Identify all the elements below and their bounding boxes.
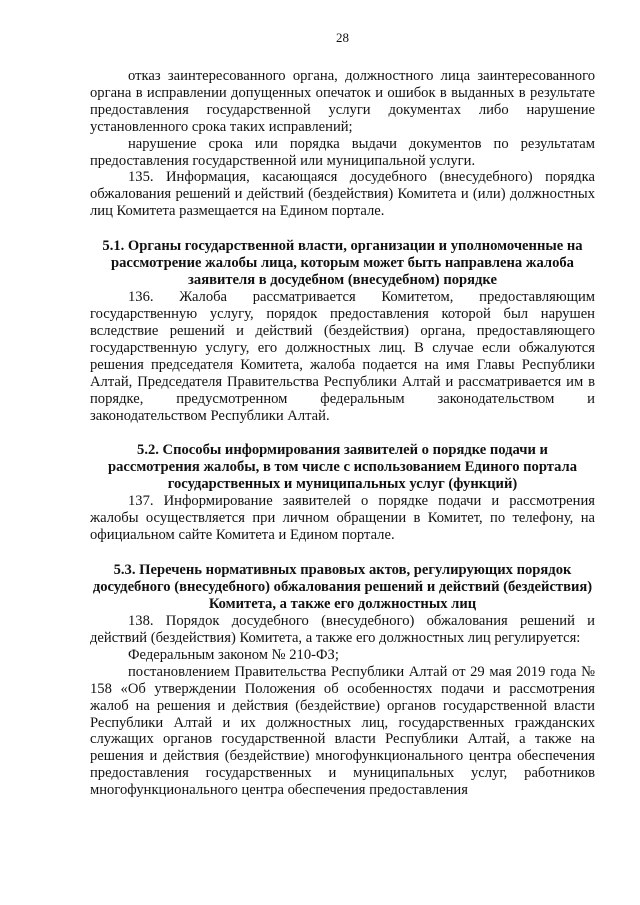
paragraph-138: 138. Порядок досудебного (внесудебного) обжалования решений и действий (бездействия) Комитета, а также его должностных лиц регулируется: bbox=[90, 613, 595, 647]
paragraph-refusal: отказ заинтересованного органа, должностного лица заинтересованного органа в исправлении допущенных опечаток и ошибок в выданных в результате предоставления государственной услуги документах либо нарушение установленного срока таких исправлений; bbox=[90, 68, 595, 135]
paragraph-resolution-158: постановлением Правительства Республики Алтай от 29 мая 2019 года № 158 «Об утверждении Положения об особенностях подачи и рассмотрения жалоб на решения и действия (бездействие) органов государственной власти Республики Алтай и их должностных лиц, государственных гражданских служащих органов государственной власти Республики Алтай, а также на решения и действия (бездействие) многофункционального центра обеспечения предоставления государственных и муниципальных услуг, работников многофункционального центра обеспечения предоставления bbox=[90, 663, 595, 799]
paragraph-federal-law: Федеральным законом № 210-ФЗ; bbox=[128, 646, 339, 663]
paragraph-135: 135. Информация, касающаяся досудебного (внесудебного) порядка обжалования решений и действий (бездействия) Комитета и (или) должностных лиц Комитета размещается на Едином портале. bbox=[90, 169, 595, 220]
document-page bbox=[90, 30, 595, 799]
section-heading-5-2: 5.2. Способы информирования заявителей о порядке подачи и рассмотрения жалобы, в том числе с использованием Единого портала государственных и муниципальных услуг (функций) bbox=[107, 442, 578, 493]
paragraph-137: 137. Информирование заявителей о порядке подачи и рассмотрения жалобы осуществляется при личном обращении в Комитет, по телефону, на официальном сайте Комитета и Едином портале. bbox=[90, 493, 595, 544]
section-heading-5-3: 5.3. Перечень нормативных правовых актов, регулирующих порядок досудебного (внесудебного) обжалования решений и действий (бездействия) Комитета, а также его должностных лиц bbox=[92, 562, 593, 613]
paragraph-deadline-violation: нарушение срока или порядка выдачи документов по результатам предоставления государственной или муниципальной услуги. bbox=[90, 135, 595, 169]
page-number: 28 bbox=[336, 30, 349, 45]
paragraph-136: 136. Жалоба рассматривается Комитетом, предоставляющим государственную услугу, порядок предоставления которой был нарушен вследствие решений и действий (бездействия) органа, предоставляющего государственную услугу, его должностных лиц. В случае если обжалуются решения председателя Комитета, жалоба подается на имя Главы Республики Алтай, Председателя Правительства Республики Алтай и рассматривается им в порядке, предусмотренном федеральным законодательством и законодательством Республики Алтай. bbox=[90, 289, 595, 424]
section-heading-5-1: 5.1. Органы государственной власти, организации и уполномоченные на рассмотрение жалобы лица, которым может быть направлена жалоба заявителя в досудебном (внесудебном) порядке bbox=[102, 238, 583, 289]
